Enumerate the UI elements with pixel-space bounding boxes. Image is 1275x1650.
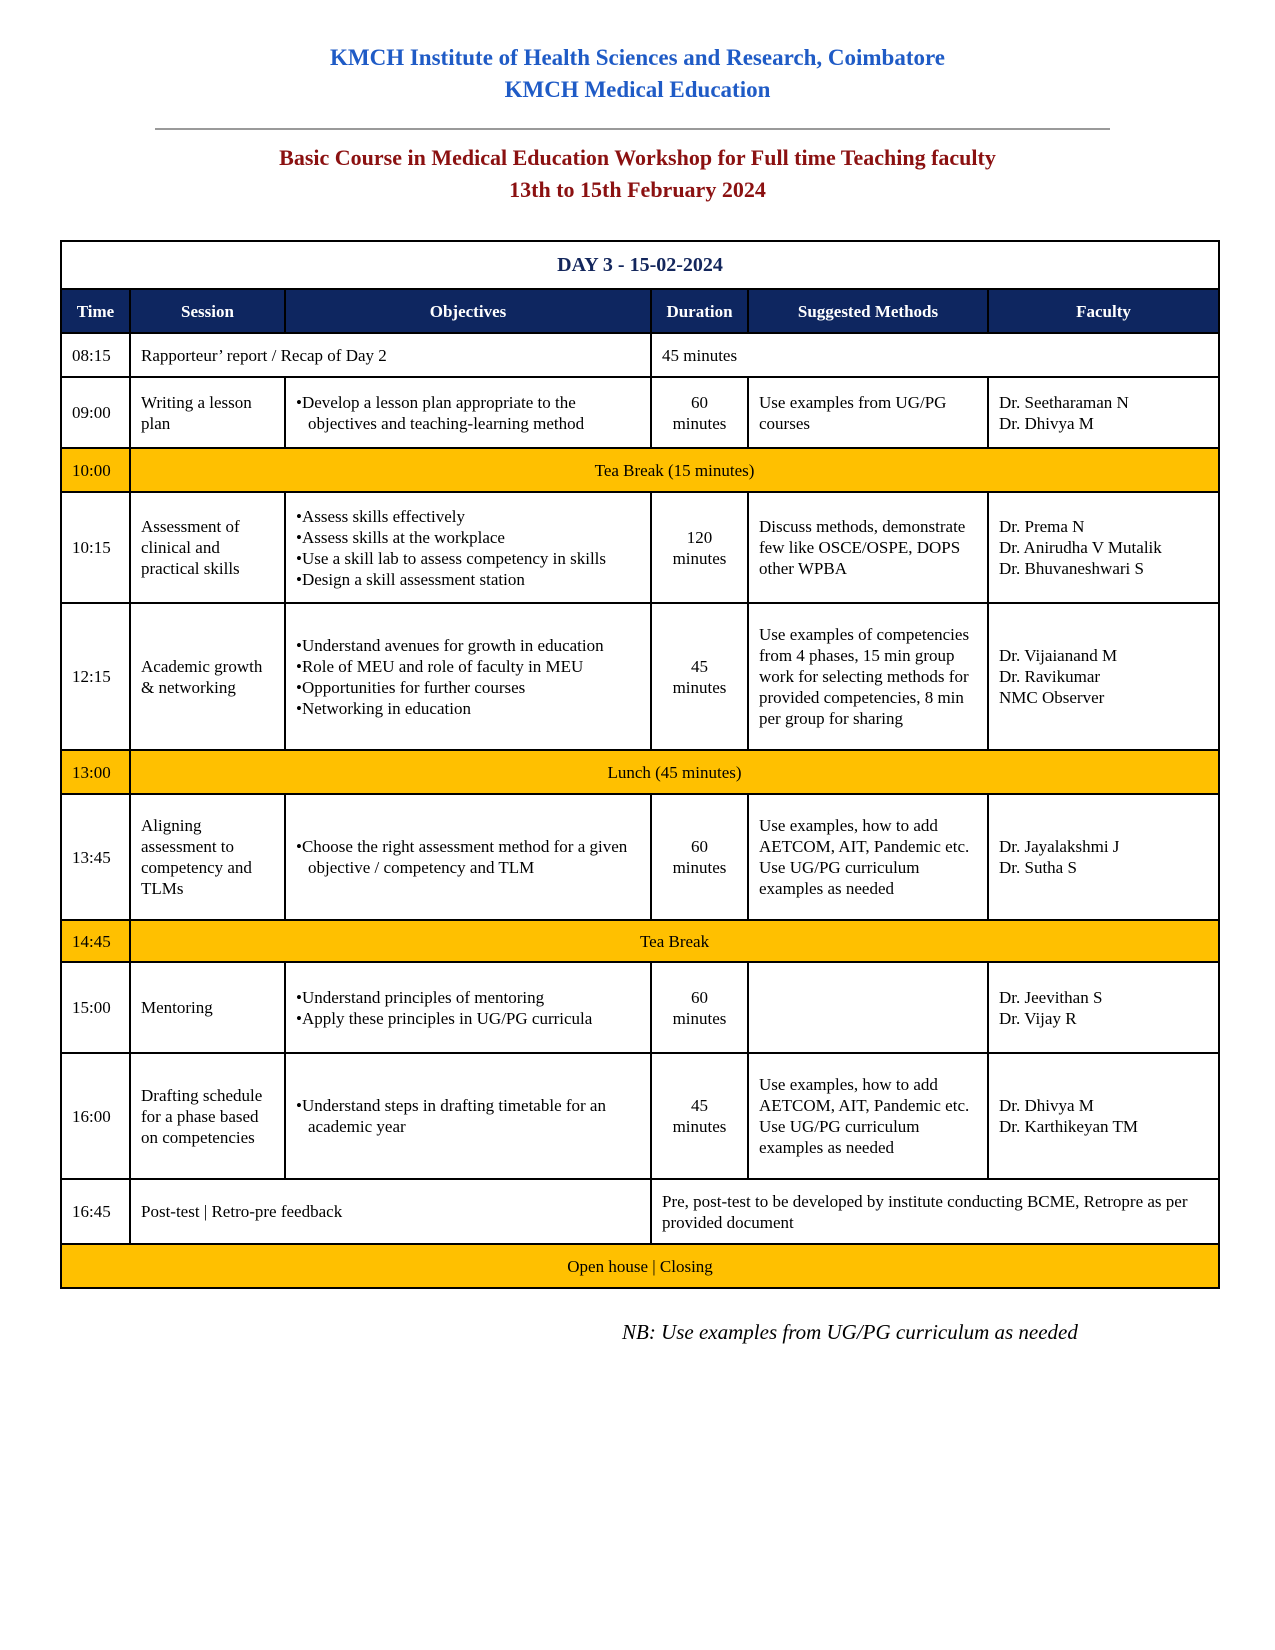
row-faculty <box>988 962 1219 1053</box>
workshop-title: Basic Course in Medical Education Workshop for Full time Teaching faculty <box>279 145 996 170</box>
break-row <box>61 750 1219 794</box>
row-duration <box>651 492 748 603</box>
institution-name: KMCH Institute of Health Sciences and Research, Coimbatore <box>330 45 945 70</box>
schedule-table <box>60 240 1220 1289</box>
break-row <box>61 920 1219 962</box>
faculty-name: Dr. Vijay R <box>999 1008 1077 1028</box>
row-time: 15:00 <box>61 962 130 1053</box>
duration-value: 60 <box>691 392 708 412</box>
faculty-name: Dr. Ravikumar <box>999 667 1101 686</box>
table-row <box>61 794 1219 920</box>
table-row <box>61 377 1219 448</box>
row-session: Writing a lesson plan <box>130 377 285 448</box>
table-row <box>61 603 1219 750</box>
method-text: Use examples, how to add AETCOM, AIT, Pandemic etc. <box>759 816 970 856</box>
break-label: Lunch (45 minutes) <box>130 750 1219 794</box>
row-session: Aligning assessment to competency and TLMs <box>130 794 285 920</box>
objective-item: • Role of MEU and role of faculty in MEU <box>296 656 640 677</box>
col-header-objectives: Objectives <box>285 289 651 333</box>
row-methods <box>748 1053 988 1179</box>
row-session: Assessment of clinical and practical skills <box>130 492 285 603</box>
row-objectives <box>285 377 651 448</box>
row-time: 13:45 <box>61 794 130 920</box>
break-label: Tea Break <box>130 920 1219 962</box>
break-row <box>61 448 1219 492</box>
row-faculty <box>988 1053 1219 1179</box>
method-text: Use UG/PG curriculum examples as needed <box>759 1117 920 1157</box>
footnote: NB: Use examples from UG/PG curriculum as needed <box>622 1320 1078 1344</box>
table-row <box>61 962 1219 1053</box>
method-text: Use examples from UG/PG courses <box>759 392 947 433</box>
faculty-name: Dr. Prema N <box>999 517 1085 536</box>
row-methods <box>748 492 988 603</box>
table-row <box>61 1179 1219 1244</box>
row-time: 16:45 <box>61 1179 130 1244</box>
day-title: DAY 3 - 15-02-2024 <box>61 241 1219 289</box>
duration-unit: minutes <box>672 1117 727 1136</box>
row-duration <box>651 603 748 750</box>
objective-item: • Understand principles of mentoring <box>296 987 640 1008</box>
row-duration <box>651 794 748 920</box>
row-methods <box>748 603 988 750</box>
row-methods <box>748 962 988 1053</box>
break-label: Tea Break (15 minutes) <box>130 448 1219 492</box>
col-header-session: Session <box>130 289 285 333</box>
objective-item: • Networking in education <box>296 698 640 719</box>
row-faculty <box>988 492 1219 603</box>
row-methods <box>748 377 988 448</box>
closing-row <box>61 1244 1219 1288</box>
duration-value: 60 <box>691 987 708 1007</box>
objective-item: • Choose the right assessment method for a given objective / competency and TLM <box>296 836 640 878</box>
row-methods <box>748 794 988 920</box>
objective-item: • Use a skill lab to assess competency in skills <box>296 548 640 569</box>
row-time: 12:15 <box>61 603 130 750</box>
row-faculty <box>988 794 1219 920</box>
row-duration <box>651 962 748 1053</box>
row-note: Pre, post-test to be developed by institute conducting BCME, Retropre as per provided document <box>651 1179 1219 1244</box>
objective-item: • Apply these principles in UG/PG curricula <box>296 1008 640 1029</box>
table-row <box>61 333 1219 377</box>
objective-item: • Assess skills at the workplace <box>296 527 640 548</box>
objective-item: • Assess skills effectively <box>296 506 640 527</box>
row-time: 10:00 <box>61 448 130 492</box>
row-time: 09:00 <box>61 377 130 448</box>
method-text: Discuss methods, demonstrate few like OSCE/OSPE, DOPS other WPBA <box>759 517 966 578</box>
faculty-name: Dr. Seetharaman N <box>999 392 1129 412</box>
duration-value: 60 <box>691 837 708 856</box>
row-duration: 45 minutes <box>651 333 1219 377</box>
duration-value: 45 <box>691 656 708 676</box>
duration-unit: minutes <box>672 548 727 568</box>
row-objectives <box>285 492 651 603</box>
objective-item: • Opportunities for further courses <box>296 677 640 698</box>
header-divider <box>155 128 1110 130</box>
objective-item: • Develop a lesson plan appropriate to the objectives and teaching-learning method <box>296 392 640 434</box>
department-name: KMCH Medical Education <box>504 77 771 102</box>
row-session: Rapporteur’ report / Recap of Day 2 <box>130 333 651 377</box>
duration-unit: minutes <box>672 413 727 433</box>
objective-item: • Understand avenues for growth in education <box>296 635 640 656</box>
duration-value: 45 <box>691 1096 708 1115</box>
table-row <box>61 492 1219 603</box>
row-objectives <box>285 962 651 1053</box>
row-faculty <box>988 377 1219 448</box>
method-text: Use examples of competencies from 4 phases, 15 min group work for selecting methods for provided competencies, 8 min per group for sharing <box>759 625 970 728</box>
row-time: 16:00 <box>61 1053 130 1179</box>
objective-item: • Design a skill assessment station <box>296 569 640 590</box>
workshop-dates: 13th to 15th February 2024 <box>509 177 766 202</box>
faculty-name: Dr. Karthikeyan TM <box>999 1117 1138 1136</box>
duration-unit: minutes <box>672 1008 727 1028</box>
column-header-row <box>61 289 1219 333</box>
day-title-row <box>61 241 1219 289</box>
method-text: Use UG/PG curriculum examples as needed <box>759 858 920 898</box>
col-header-faculty: Faculty <box>988 289 1219 333</box>
document-header <box>0 42 1275 106</box>
faculty-name: Dr. Jayalakshmi J <box>999 837 1120 856</box>
closing-label: Open house | Closing <box>61 1244 1219 1288</box>
col-header-time: Time <box>61 289 130 333</box>
duration-unit: minutes <box>672 677 727 697</box>
table-row <box>61 1053 1219 1179</box>
faculty-name: Dr. Dhivya M <box>999 1096 1094 1115</box>
faculty-name: Dr. Anirudha V Mutalik <box>999 538 1162 557</box>
method-text: Use examples, how to add AETCOM, AIT, Pandemic etc. <box>759 1075 970 1115</box>
faculty-name: Dr. Dhivya M <box>999 413 1094 433</box>
row-objectives <box>285 1053 651 1179</box>
faculty-name: NMC Observer <box>999 688 1105 707</box>
row-time: 10:15 <box>61 492 130 603</box>
duration-value: 120 <box>686 527 713 547</box>
row-duration <box>651 1053 748 1179</box>
duration-unit: minutes <box>672 858 727 877</box>
row-duration <box>651 377 748 448</box>
row-time: 08:15 <box>61 333 130 377</box>
row-session: Mentoring <box>130 962 285 1053</box>
col-header-methods: Suggested Methods <box>748 289 988 333</box>
faculty-name: Dr. Vijaianand M <box>999 646 1118 665</box>
row-time: 14:45 <box>61 920 130 962</box>
col-header-duration: Duration <box>651 289 748 333</box>
row-session: Post-test | Retro-pre feedback <box>130 1179 651 1244</box>
row-session: Drafting schedule for a phase based on competencies <box>130 1053 285 1179</box>
faculty-name: Dr. Bhuvaneshwari S <box>999 559 1144 578</box>
workshop-heading <box>0 142 1275 206</box>
faculty-name: Dr. Jeevithan S <box>999 987 1103 1007</box>
row-time: 13:00 <box>61 750 130 794</box>
row-session: Academic growth & networking <box>130 603 285 750</box>
row-objectives <box>285 603 651 750</box>
row-objectives <box>285 794 651 920</box>
objective-item: • Understand steps in drafting timetable for an academic year <box>296 1095 640 1137</box>
row-faculty <box>988 603 1219 750</box>
faculty-name: Dr. Sutha S <box>999 858 1077 877</box>
